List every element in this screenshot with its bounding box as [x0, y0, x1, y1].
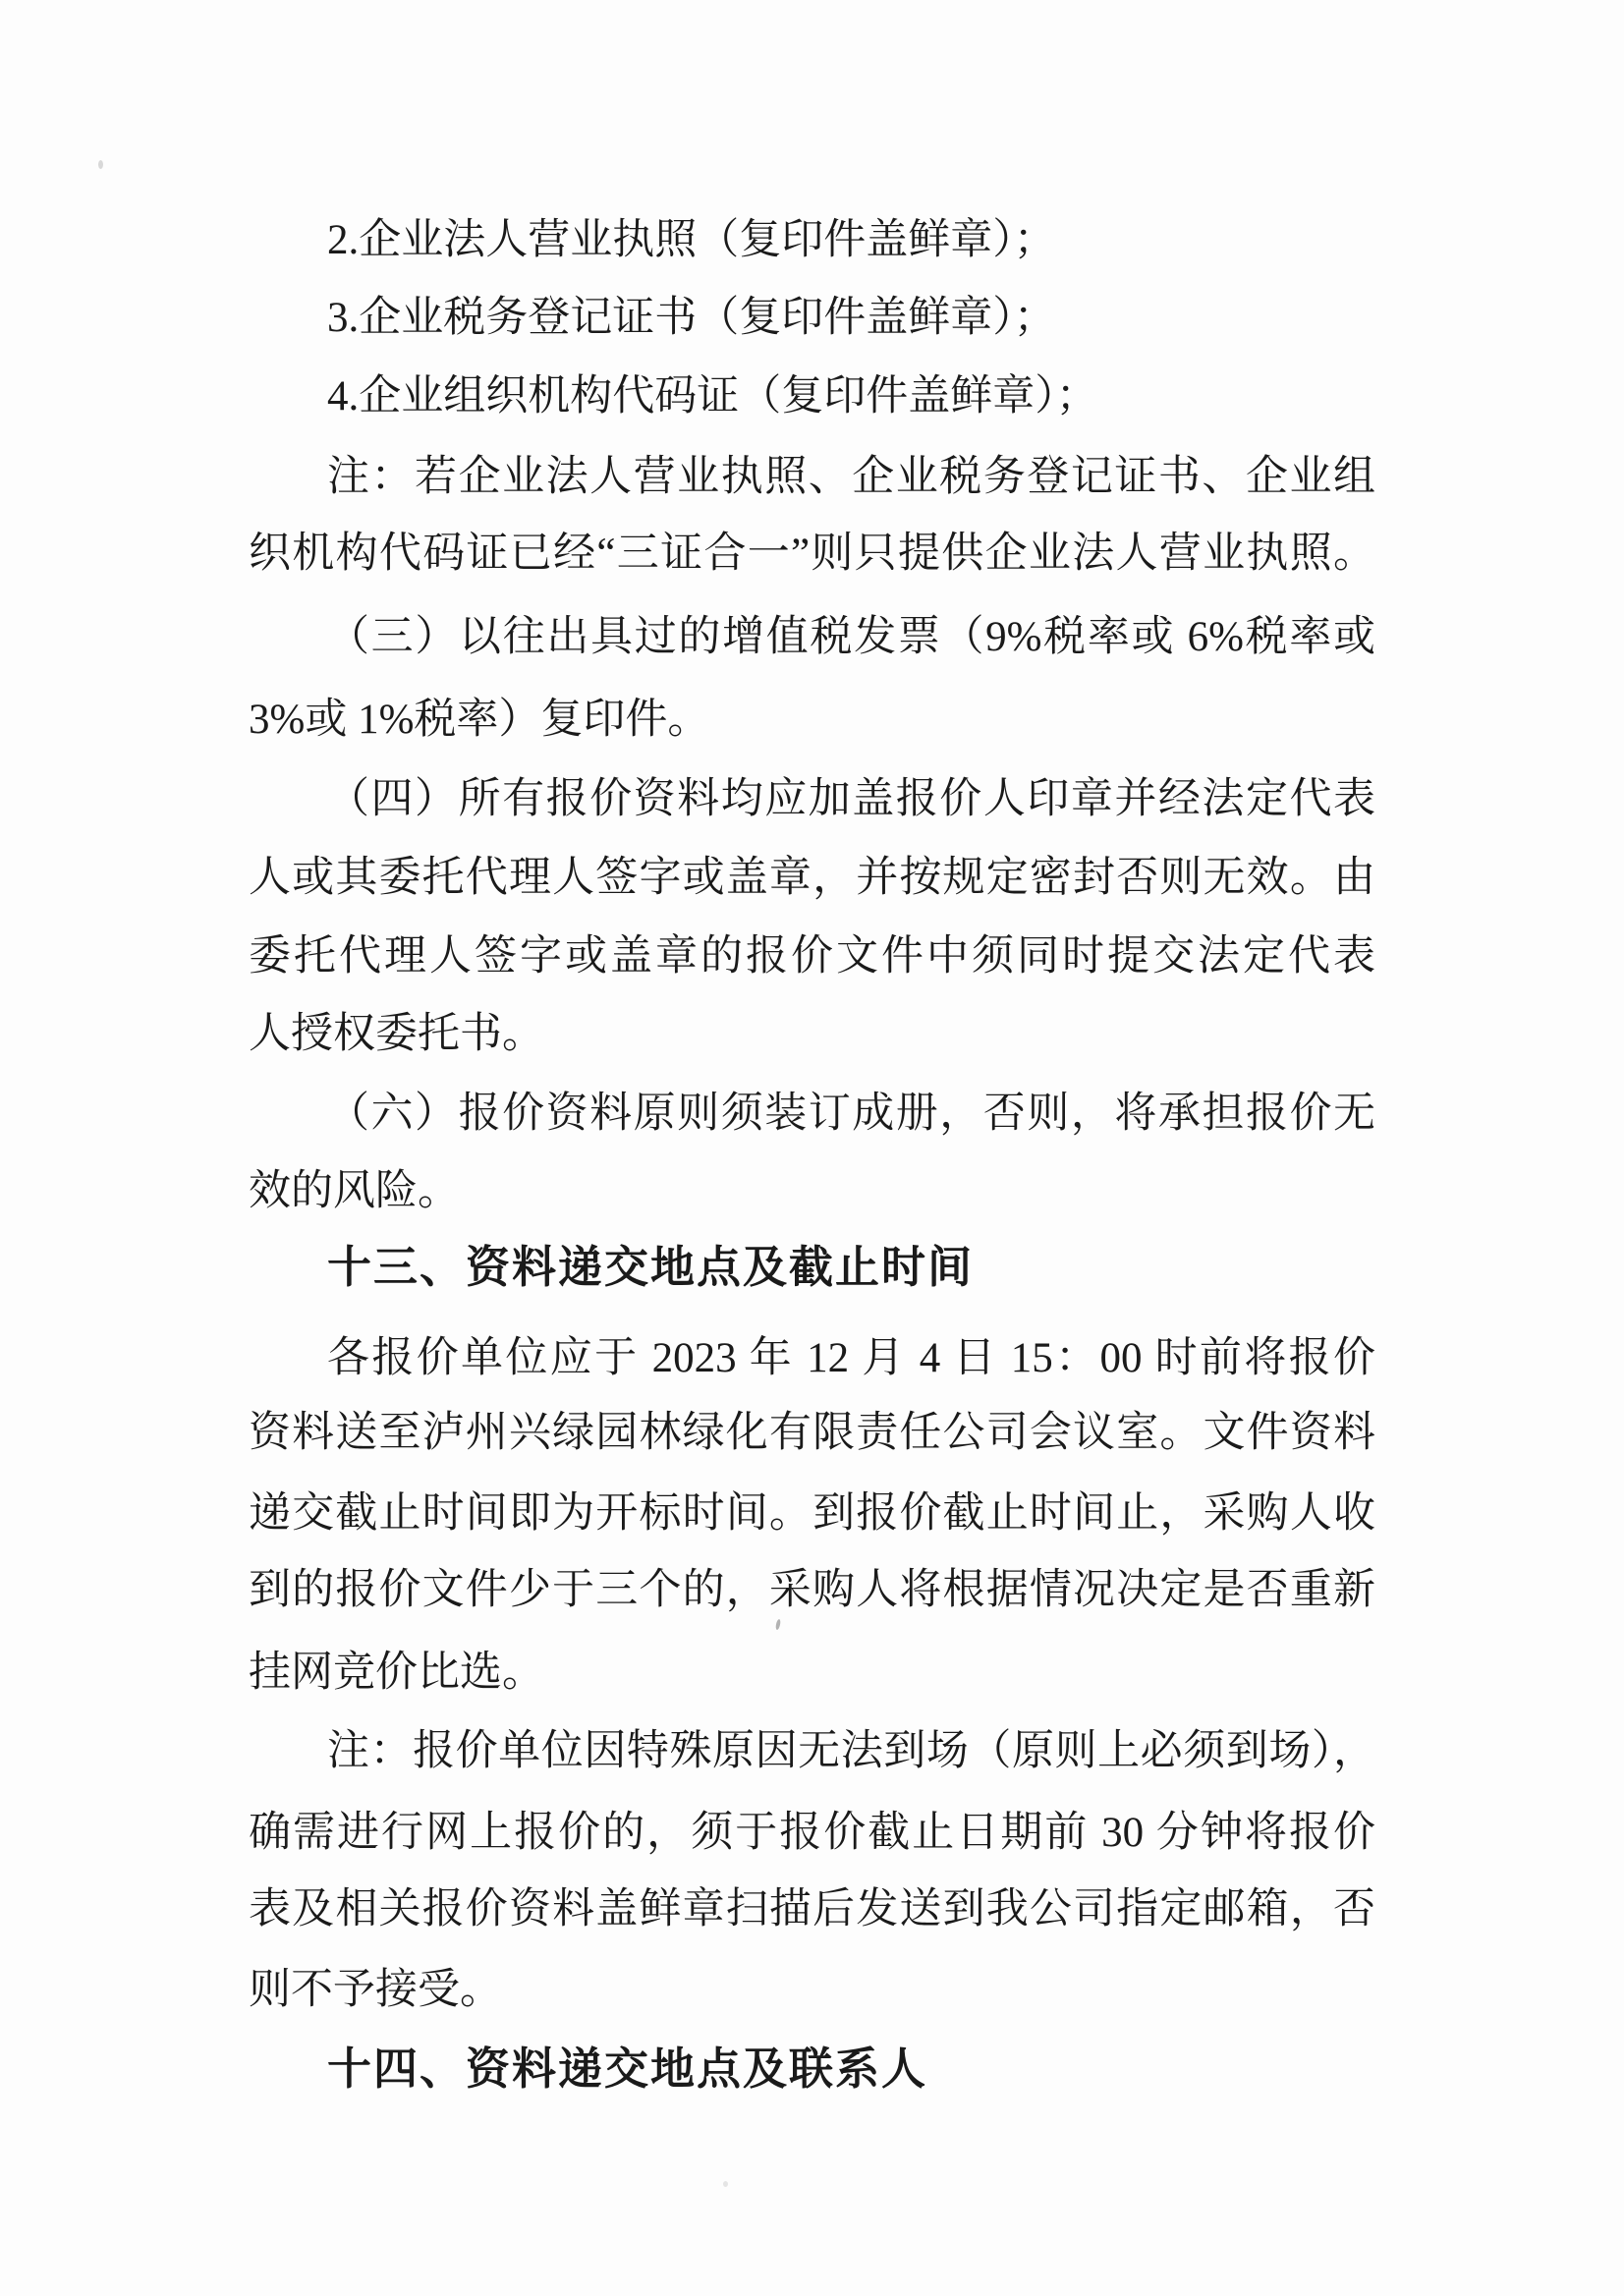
doc-line-note-cont: 织机构代码证已经“三证合一”则只提供企业法人营业执照。	[249, 531, 1375, 577]
doc-line-note2-cont: 则不予接受。	[249, 1967, 502, 2013]
scan-speck	[98, 160, 103, 169]
doc-line-numbered-item-2: 2.企业法人营业执照（复印件盖鲜章）；	[327, 217, 1056, 263]
doc-line-deadline-cont: 递交截止时间即为开标时间。到报价截止时间止，采购人收	[249, 1490, 1375, 1537]
doc-line-deadline-cont: 资料送至泸州兴绿园林绿化有限责任公司会议室。文件资料	[249, 1410, 1375, 1456]
doc-line-item-3: （三）以往出具过的增值税发票（9%税率或 6%税率或	[327, 614, 1375, 660]
doc-line-item-4-cont: 委托代理人签字或盖章的报价文件中须同时提交法定代表	[249, 933, 1375, 980]
scan-speck	[723, 2181, 728, 2187]
doc-line-deadline: 各报价单位应于 2023 年 12 月 4 日 15：00 时前将报价	[327, 1335, 1375, 1381]
doc-line-item-4: （四）所有报价资料均应加盖报价人印章并经法定代表	[327, 776, 1375, 822]
doc-line-note2-cont: 确需进行网上报价的，须于报价截止日期前 30 分钟将报价	[249, 1810, 1375, 1856]
doc-line-item-4-cont: 人授权委托书。	[249, 1011, 544, 1057]
scan-speck	[775, 1619, 781, 1631]
doc-line-note: 注：若企业法人营业执照、企业税务登记证书、企业组	[327, 454, 1375, 500]
doc-line-numbered-item-3: 3.企业税务登记证书（复印件盖鲜章）；	[327, 295, 1056, 341]
doc-line-deadline-cont: 挂网竞价比选。	[249, 1650, 544, 1696]
section-14-heading: 十四、资料递交地点及联系人	[327, 2044, 928, 2094]
doc-line-item-6: （六）报价资料原则须装订成册，否则，将承担报价无	[327, 1091, 1375, 1137]
doc-line-numbered-item-4: 4.企业组织机构代码证（复印件盖鲜章）；	[327, 373, 1098, 420]
doc-line-note2: 注：报价单位因特殊原因无法到场（原则上必须到场），	[327, 1728, 1375, 1774]
doc-line-note2-cont: 表及相关报价资料盖鲜章扫描后发送到我公司指定邮箱，否	[249, 1886, 1375, 1932]
doc-line-item-4-cont: 人或其委托代理人签字或盖章，并按规定密封否则无效。由	[249, 855, 1375, 901]
doc-line-item-6-cont: 效的风险。	[249, 1168, 460, 1214]
doc-line-item-3-cont: 3%或 1%税率）复印件。	[249, 697, 710, 743]
doc-line-deadline-cont: 到的报价文件少于三个的，采购人将根据情况决定是否重新	[249, 1567, 1375, 1613]
section-13-heading: 十三、资料递交地点及截止时间	[327, 1242, 975, 1292]
